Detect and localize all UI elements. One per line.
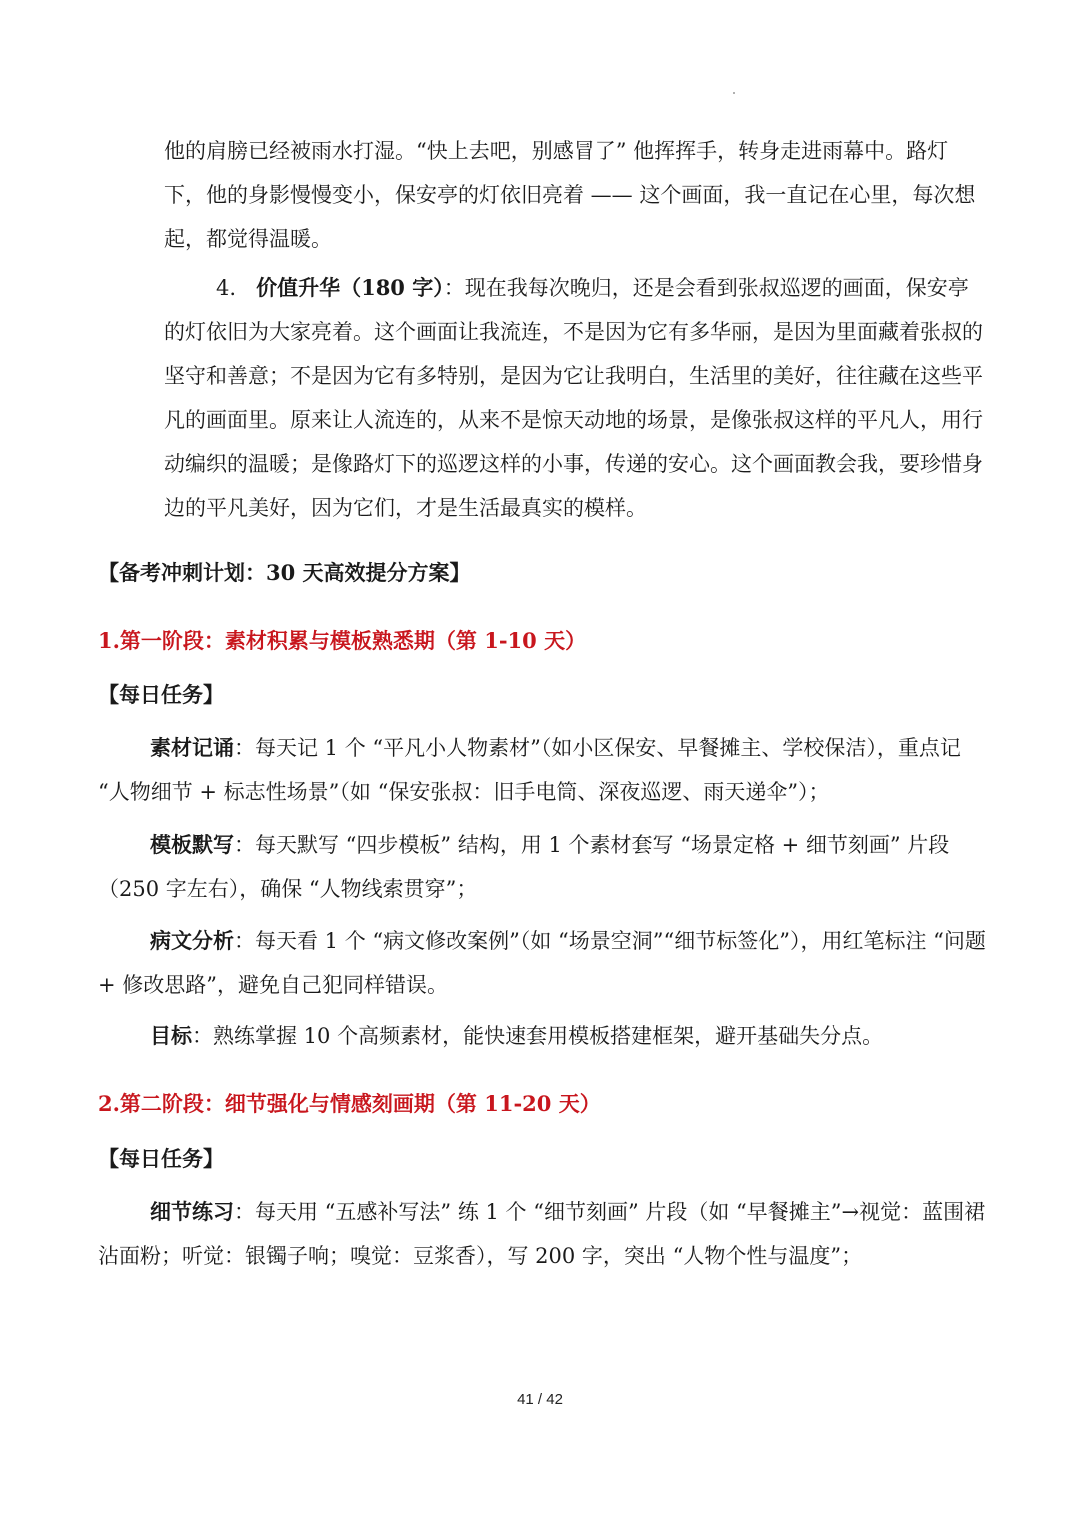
task-label: 模板默写 xyxy=(150,832,234,857)
essay-item-4-number: 4. xyxy=(216,276,237,300)
task-paragraph xyxy=(98,919,986,1007)
task-text: ：每天看 1 个 “病文修改案例”（如 “场景空洞”“细节标签化”），用红笔标注 “问题 + 修改思路”，避免自己犯同样错误。 xyxy=(98,929,986,997)
goal-paragraph xyxy=(98,1014,986,1058)
stage1-task-1 xyxy=(98,726,986,814)
task-paragraph xyxy=(98,726,986,814)
scan-speck xyxy=(733,92,735,94)
essay-paragraph-continued xyxy=(98,129,986,261)
stage1-heading: 1.第一阶段：素材积累与模板熟悉期（第 1-10 天） xyxy=(98,628,587,653)
task-text: ：每天用 “五感补写法” 练 1 个 “细节刻画” 片段（如 “早餐摊主”→视觉：蓝围裙沾面粉；听觉：银镯子响；嗅觉：豆浆香），写 200 字，突出 “人物个性与温度”； xyxy=(98,1200,986,1268)
essay-item-4 xyxy=(98,266,986,530)
essay-item-4-paragraph xyxy=(98,266,986,530)
stage1-tasks-label: 【每日任务】 xyxy=(98,682,224,707)
task-label: 素材记诵 xyxy=(150,735,234,760)
stage2-tasks-label: 【每日任务】 xyxy=(98,1146,224,1171)
task-text: ：每天记 1 个 “平凡小人物素材”（如小区保安、早餐摊主、学校保洁），重点记 “人物细节 + 标志性场景”（如 “保安张叔：旧手电筒、深夜巡逻、雨天递伞”）； xyxy=(98,736,961,804)
goal-label: 目标 xyxy=(150,1023,192,1048)
task-paragraph xyxy=(98,823,986,911)
stage1-task-2 xyxy=(98,823,986,911)
task-text: ：每天默写 “四步模板” 结构，用 1 个素材套写 “场景定格 + 细节刻画” 片段（250 字左右），确保 “人物线索贯穿”； xyxy=(98,833,950,901)
stage1-task-3 xyxy=(98,919,986,1007)
page-number: 41 / 42 xyxy=(517,1391,563,1408)
stage2-heading: 2.第二阶段：细节强化与情感刻画期（第 11-20 天） xyxy=(98,1091,601,1116)
essay-item-4-text: ：现在我每次晚归，还是会看到张叔巡逻的画面，保安亭的灯依旧为大家亮着。这个画面让我流连，不是因为它有多华丽，是因为里面藏着张叔的坚守和善意；不是因为它有多特别，是因为它让我明白，生活里的美好，往往藏在这些平凡的画面里。原来让人流连的，从来不是惊天动地的场景，是像张叔这样的平凡人，用行动编织的温暖；是像路灯下的巡逻这样的小事，传递的安心。这个画面教会我，要珍惜身边的平凡美好，因为它们，才是生活最真实的模样。 xyxy=(164,276,983,520)
task-paragraph xyxy=(98,1190,986,1278)
stage1-goal xyxy=(98,1014,986,1058)
stage2-task-1 xyxy=(98,1190,986,1278)
goal-text: ：熟练掌握 10 个高频素材，能快速套用模板搭建框架，避开基础失分点。 xyxy=(192,1024,884,1048)
task-label: 细节练习 xyxy=(150,1199,234,1224)
task-label: 病文分析 xyxy=(150,928,234,953)
plan-title: 【备考冲刺计划：30 天高效提分方案】 xyxy=(98,560,471,585)
essay-paragraph-text: 他的肩膀已经被雨水打湿。“快上去吧，别感冒了” 他挥挥手，转身走进雨幕中。路灯下，他的身影慢慢变小，保安亭的灯依旧亮着 —— 这个画面，我一直记在心里，每次想起，都觉得温暖。 xyxy=(164,139,976,251)
essay-item-4-title: 价值升华（180 字） xyxy=(256,275,444,300)
